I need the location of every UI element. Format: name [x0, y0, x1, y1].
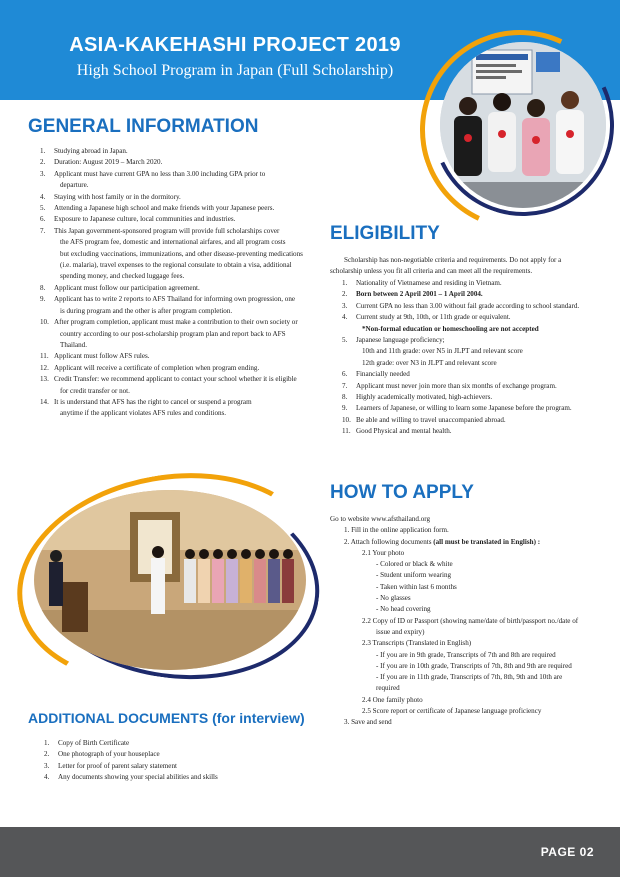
- general-info-item: [40, 157, 330, 168]
- general-info-item-text: spending money, and checked luggage fees.: [60, 272, 185, 281]
- students-group-photo: [440, 42, 606, 208]
- eligibility-item-number: 2.: [342, 290, 348, 299]
- additional-document-item: [44, 761, 324, 772]
- eligibility-item-number: 1.: [342, 279, 348, 287]
- general-info-item: [40, 226, 330, 283]
- general-info-item-number: 12.: [40, 363, 49, 372]
- eligibility-item: [342, 403, 617, 414]
- general-info-item: [40, 294, 330, 317]
- additional-document-number: 3.: [44, 761, 50, 770]
- transcript-requirement-item: - If you are in 11th grade, Transcripts of 7th, 8th, 9th and 10th are: [376, 673, 563, 682]
- eligibility-item: [342, 358, 617, 369]
- eligibility-item-text: Born between 2 April 2001 – 1 April 2004.: [356, 290, 483, 299]
- general-info-item: [40, 169, 330, 192]
- score-report-requirement: 2.5 Score report or certificate of Japanese language proficiency: [362, 707, 542, 716]
- general-info-item-text: the AFS program fee, domestic and international airfares, and all program costs: [60, 238, 286, 247]
- page-number: PAGE 02: [540, 845, 594, 859]
- eligibility-item-number: 8.: [342, 393, 348, 402]
- general-info-item: [40, 214, 330, 225]
- eligibility-item: [342, 346, 617, 357]
- photo-requirement-item: - No head covering: [376, 605, 431, 614]
- website-line: Go to website www.afsthailand.org: [330, 515, 431, 523]
- general-info-item-number: 6.: [40, 215, 46, 224]
- general-info-item-text: Duration: August 2019 – March 2020.: [54, 158, 163, 167]
- additional-document-number: 4.: [44, 773, 50, 782]
- general-info-item: [40, 203, 330, 214]
- eligibility-item-text: Be able and willing to travel unaccompanied abroad.: [356, 415, 506, 424]
- eligibility-item: [342, 278, 617, 289]
- how-to-apply-body: [330, 514, 615, 729]
- photo-requirement-item: - No glasses: [376, 594, 411, 603]
- transcript-cont: required: [376, 684, 400, 693]
- eligibility-item-text: Applicant must never join more than six months of exchange program.: [356, 381, 557, 390]
- general-info-item-text: is during program and the other is after program completion.: [60, 306, 233, 315]
- eligibility-item-text: Highly academically motivated, high-achievers.: [356, 393, 493, 402]
- general-info-item: [40, 283, 330, 294]
- general-info-item-text: Applicant must follow our participation agreement.: [54, 283, 200, 292]
- additional-document-text: One photograph of your houseplace: [58, 750, 160, 759]
- additional-document-number: 2.: [44, 750, 50, 759]
- general-info-item-number: 5.: [40, 204, 46, 213]
- general-info-item-text: Attending a Japanese high school and make friends with your Japanese peers.: [54, 204, 275, 213]
- eligibility-item-number: 11.: [342, 427, 351, 436]
- transcripts-requirement: 2.3 Transcripts (Translated in English): [362, 639, 472, 648]
- eligibility-item: [342, 335, 617, 346]
- photo-requirement: 2.1 Your photo: [362, 548, 405, 557]
- eligibility-item-text: Good Physical and mental health.: [356, 427, 452, 436]
- eligibility-item-number: 4.: [342, 313, 348, 322]
- general-info-item-number: 9.: [40, 295, 46, 304]
- step-3: 3. Save and send: [344, 718, 392, 727]
- id-requirement: 2.2 Copy of ID or Passport (showing name/date of birth/passport no./date of: [362, 616, 579, 625]
- general-info-item-number: 7.: [40, 226, 46, 235]
- eligibility-item-text: 10th and 11th grade: over N5 in JLPT and relevant score: [362, 347, 523, 356]
- general-info-item-text: for credit transfer or not.: [60, 386, 130, 395]
- students-photo-illustration: [440, 42, 606, 208]
- eligibility-item: [342, 426, 617, 437]
- eligibility-item: [342, 301, 617, 312]
- eligibility-item: [342, 381, 617, 392]
- general-info-item-text: Exposure to Japanese culture, local communities and industries.: [54, 215, 236, 224]
- general-info-item-text: country according to our post-scholarship program plan and report back to AFS: [60, 329, 286, 338]
- general-info-item: [40, 317, 330, 351]
- general-info-item: [40, 146, 330, 157]
- general-info-item-number: 1.: [40, 147, 46, 155]
- eligibility-intro-line-2: scholarship unless you fit all criteria and can meet all the requirements.: [330, 267, 533, 276]
- general-info-item-text: After program completion, applicant must make a contribution to their own society or: [54, 318, 298, 327]
- eligibility-item-number: 10.: [342, 415, 351, 424]
- additional-document-text: Letter for proof of parent salary statement: [58, 761, 177, 770]
- ceremony-photo-illustration: [34, 490, 306, 670]
- eligibility-item-text: Japanese language proficiency;: [356, 336, 445, 345]
- photo-requirement-item: - Student uniform wearing: [376, 571, 452, 580]
- general-info-item-number: 2.: [40, 158, 46, 167]
- eligibility-item-text: 12th grade: over N3 in JLPT and relevant score: [362, 358, 497, 367]
- general-info-item-number: 4.: [40, 192, 46, 201]
- family-photo-requirement: 2.4 One family photo: [362, 695, 423, 704]
- eligibility-item: [342, 392, 617, 403]
- eligibility-item-text: Current study at 9th, 10th, or 11th grade or equivalent.: [356, 313, 511, 322]
- eligibility-list: [342, 278, 617, 438]
- additional-documents-heading: ADDITIONAL DOCUMENTS (for interview): [28, 710, 305, 726]
- general-info-item-text: Studying abroad in Japan.: [54, 147, 128, 155]
- eligibility-item-number: 3.: [342, 301, 348, 310]
- eligibility-intro-line-1: Scholarship has non-negotiable criteria and requirements. Do not apply for a: [344, 256, 562, 264]
- eligibility-item-number: 6.: [342, 370, 348, 379]
- transcript-requirement-item: - If you are in 10th grade, Transcripts of 7th, 8th and 9th are required: [376, 661, 572, 670]
- general-info-item-number: 3.: [40, 169, 46, 178]
- general-info-item-text: It is understand that AFS has the right to cancel or suspend a program: [54, 397, 252, 406]
- eligibility-item-number: 7.: [342, 381, 348, 390]
- general-info-item-text: Applicant has to write 2 reports to AFS Thailand for informing own progression, one: [54, 295, 296, 304]
- general-information-heading: GENERAL INFORMATION: [28, 116, 259, 137]
- general-info-item-text: Applicant will receive a certificate of completion when program ending.: [54, 363, 260, 372]
- general-info-item-text: Credit Transfer: we recommend applicant to contact your school whether it is eligible: [54, 375, 297, 384]
- general-info-item-text: but excluding vaccinations, immunizations, and other disease-preventing medications: [60, 249, 303, 258]
- general-info-item-number: 10.: [40, 318, 49, 327]
- transcript-requirement-item: - If you are in 9th grade, Transcripts of 7th and 8th are required: [376, 650, 556, 659]
- general-info-item: [40, 374, 330, 397]
- photo-requirement-item: - Colored or black & white: [376, 560, 453, 569]
- step-2-note: (all must be translated in English) :: [433, 537, 541, 546]
- eligibility-item-text: Current GPA no less than 3.00 without fail grade according to school standard.: [356, 301, 580, 310]
- eligibility-item-text: *Non-formal education or homeschooling are not accepted: [362, 324, 539, 333]
- eligibility-intro: [330, 255, 615, 278]
- general-info-item-text: Applicant must follow AFS rules.: [54, 352, 150, 361]
- general-info-item-text: (i.e. malaria), travel expenses to the regional consulate to obtain a visa, additional: [60, 261, 292, 270]
- eligibility-item: [342, 369, 617, 380]
- page-title: ASIA-KAKEHASHI PROJECT 2019: [69, 34, 401, 56]
- page-subtitle: High School Program in Japan (Full Scholarship): [76, 62, 394, 79]
- general-info-item: [40, 192, 330, 203]
- id-requirement-cont: issue and expiry): [376, 627, 425, 636]
- general-info-item-text: anytime if the applicant violates AFS rules and conditions.: [60, 409, 227, 418]
- general-info-item-text: This Japan government-sponsored program will provide full scholarships cover: [54, 226, 280, 235]
- eligibility-heading: ELIGIBILITY: [330, 223, 440, 244]
- additional-document-item: [44, 749, 324, 760]
- how-to-apply-heading: HOW TO APPLY: [330, 482, 474, 503]
- photo-requirement-item: - Taken within last 6 months: [376, 582, 457, 591]
- eligibility-item-number: 9.: [342, 404, 348, 413]
- general-info-item-text: Staying with host family or in the dormitory.: [54, 192, 181, 201]
- general-info-item: [40, 351, 330, 362]
- general-info-item-number: 11.: [40, 352, 49, 361]
- general-info-item-text: Applicant must have current GPA no less than 3.00 including GPA prior to: [54, 169, 266, 178]
- eligibility-item: [342, 415, 617, 426]
- eligibility-item: [342, 312, 617, 323]
- general-info-item: [40, 363, 330, 374]
- additional-document-item: [44, 772, 324, 783]
- eligibility-item-number: 5.: [342, 336, 348, 345]
- step-1: 1. Fill in the online application form.: [344, 526, 449, 535]
- footer-bar: [0, 827, 620, 877]
- general-info-item-text: departure.: [60, 181, 89, 190]
- general-info-item: [40, 397, 330, 420]
- additional-documents-list: [44, 738, 324, 784]
- step-2-text: 2. Attach following documents: [344, 537, 434, 546]
- general-info-item-number: 13.: [40, 375, 49, 384]
- eligibility-item-text: Nationality of Vietnamese and residing in Vietnam.: [356, 279, 502, 287]
- ceremony-photo: [34, 490, 306, 670]
- general-info-item-number: 14.: [40, 397, 49, 406]
- eligibility-item: [342, 324, 617, 335]
- additional-document-text: Any documents showing your special abilities and skills: [58, 773, 218, 782]
- general-info-item-number: 8.: [40, 283, 46, 292]
- additional-document-text: Copy of Birth Certificate: [58, 739, 130, 747]
- eligibility-item-text: Learners of Japanese, or willing to learn some Japanese before the program.: [356, 404, 572, 413]
- general-info-item-text: Thailand.: [60, 340, 87, 349]
- additional-document-item: [44, 738, 324, 749]
- eligibility-item-text: Financially needed: [356, 370, 410, 379]
- eligibility-item: [342, 289, 617, 300]
- step-2: [330, 537, 615, 548]
- additional-document-number: 1.: [44, 739, 50, 747]
- general-information-list: [40, 146, 330, 420]
